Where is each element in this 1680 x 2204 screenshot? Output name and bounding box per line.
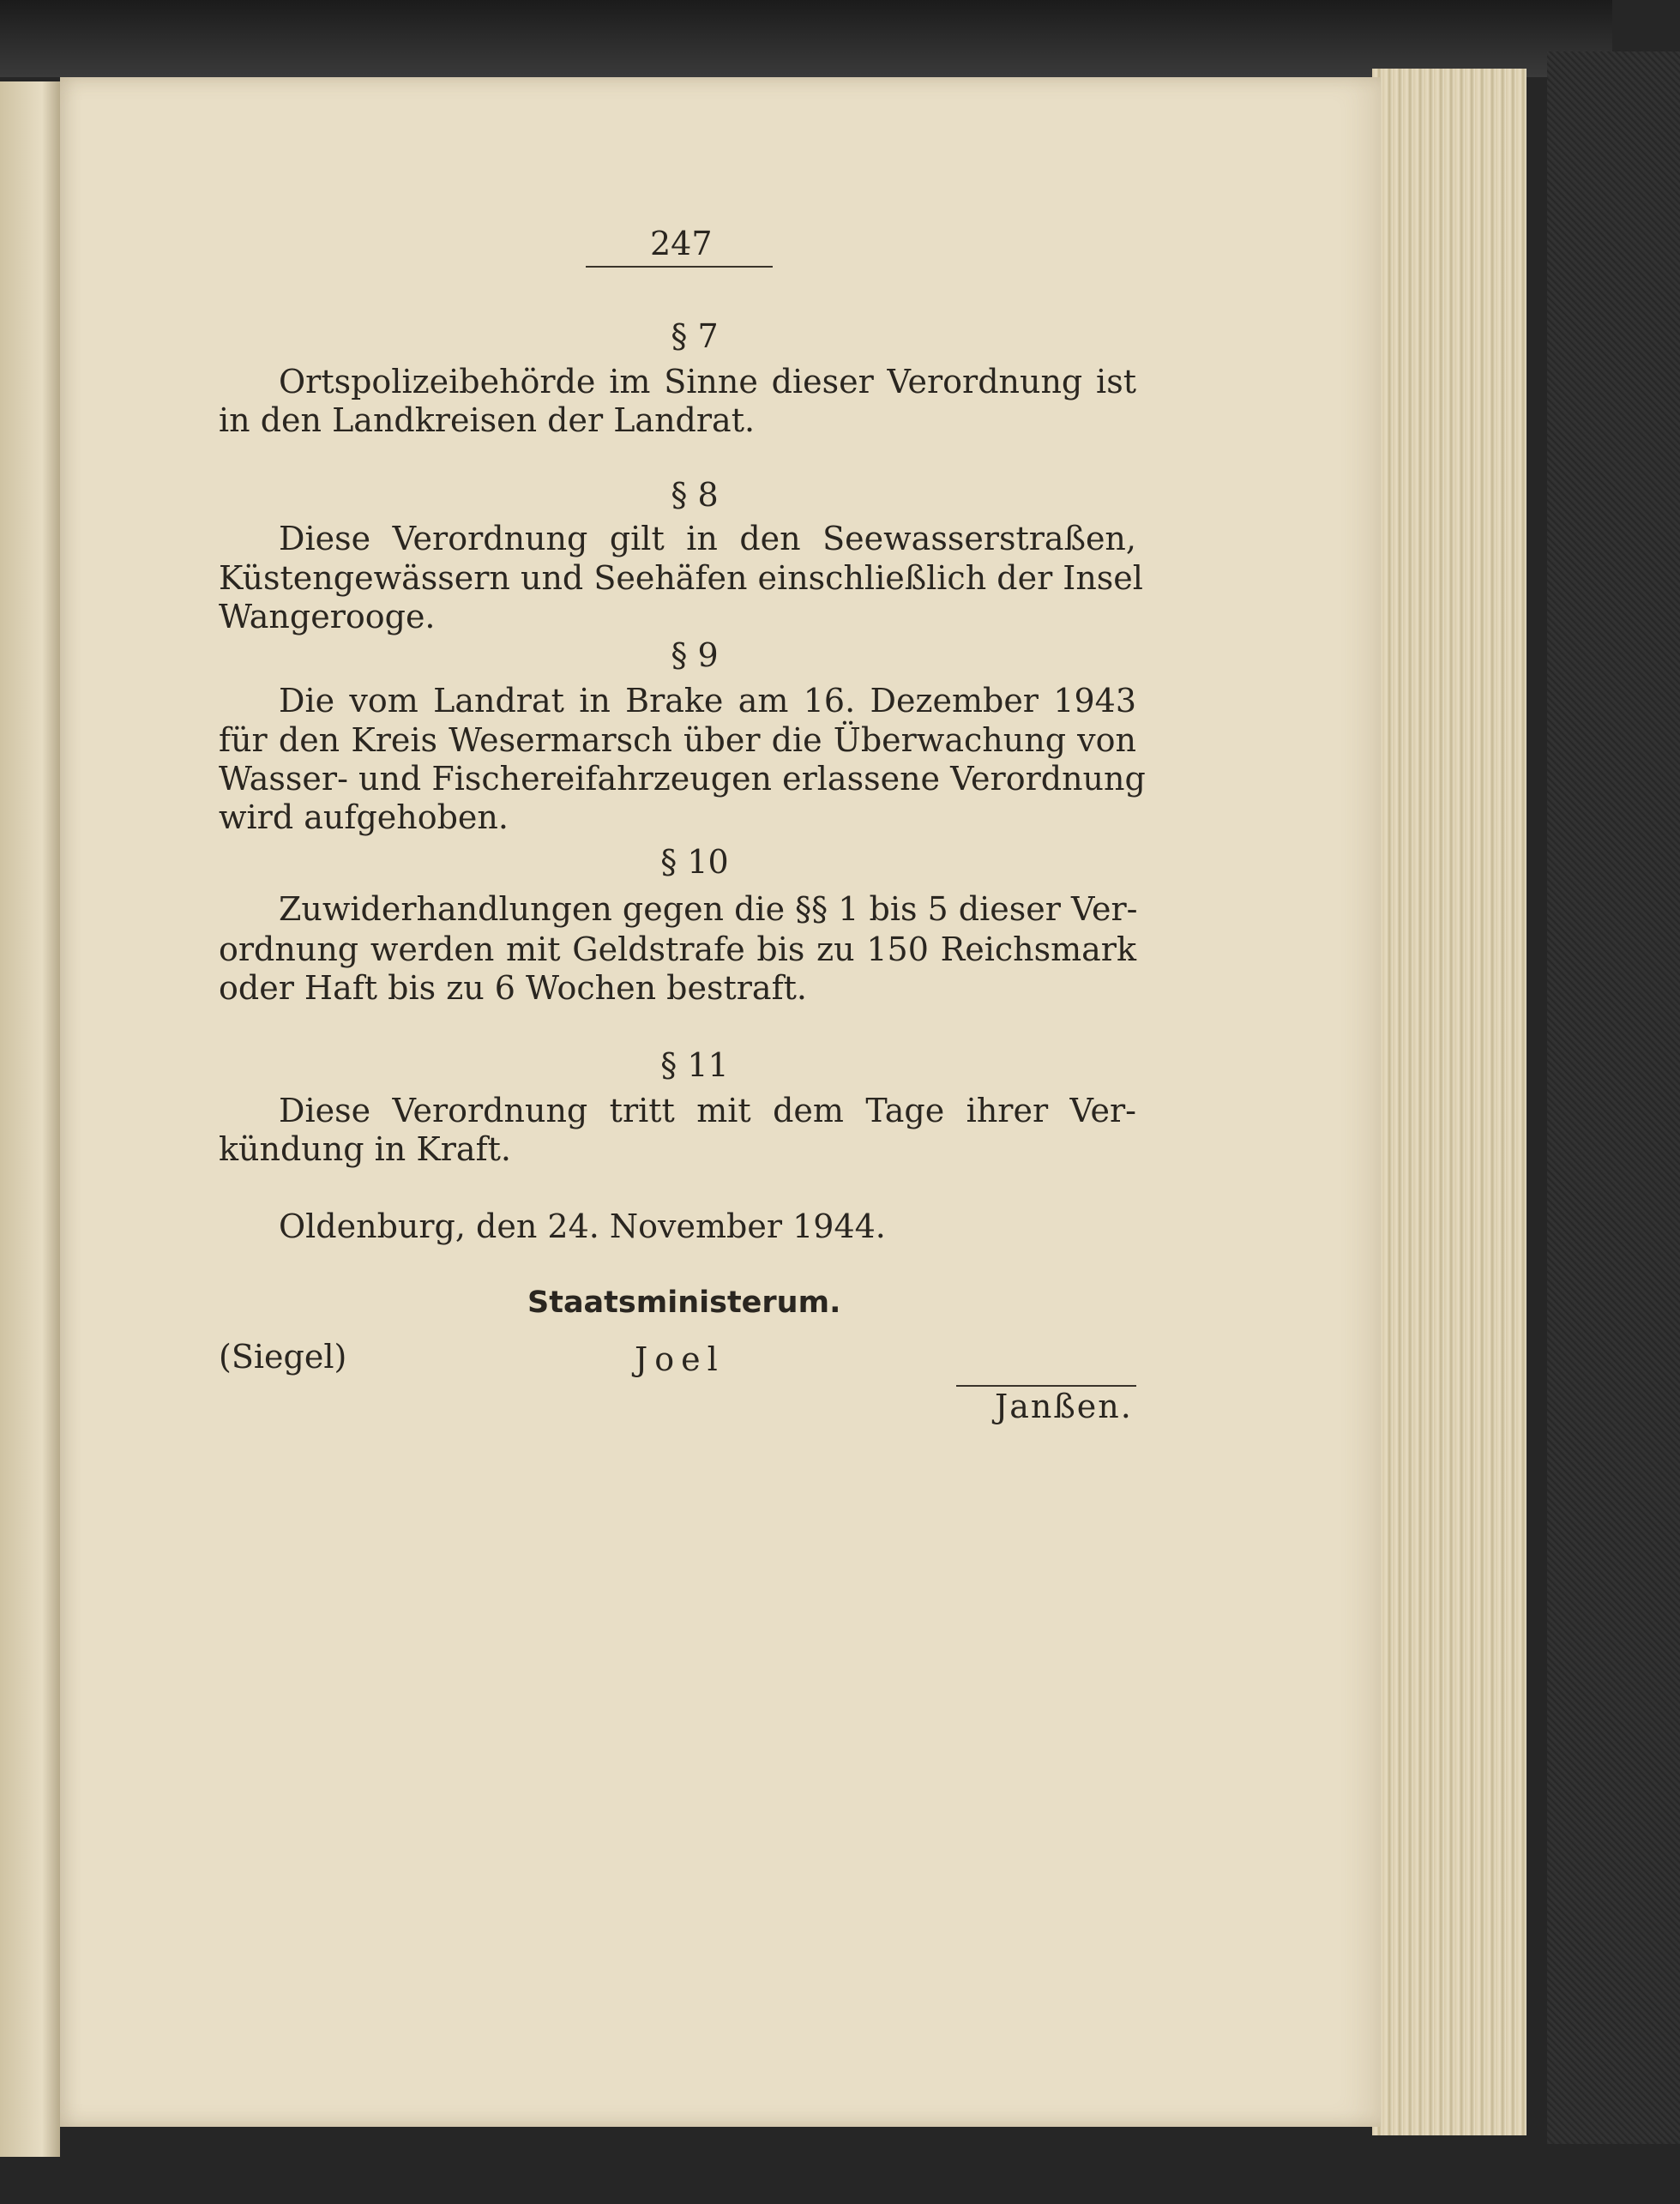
section-8-heading: § 8 xyxy=(671,476,719,514)
section-10-line: oder Haft bis zu 6 Wochen bestraft. xyxy=(219,969,808,1007)
section-9-line: Die vom Landrat in Brake am 16. Dezember 1943 xyxy=(279,682,1136,720)
page-block-edges xyxy=(1372,69,1526,2135)
page-number: 247 xyxy=(650,225,713,262)
seal-note: (Siegel) xyxy=(219,1338,347,1376)
book-cover-top xyxy=(0,0,1612,77)
section-11-heading: § 11 xyxy=(660,1046,729,1084)
section-7-line: Ortspolizeibehörde im Sinne dieser Verordnung ist xyxy=(279,363,1136,400)
section-9-line: wird aufgehoben. xyxy=(219,798,509,836)
section-11-line: Diese Verordnung tritt mit dem Tage ihrer Ver- xyxy=(279,1092,1136,1129)
section-7-line: in den Landkreisen der Landrat. xyxy=(219,401,756,439)
section-10-line: Zuwiderhandlungen gegen die §§ 1 bis 5 dieser Ver- xyxy=(279,890,1138,928)
section-8-line: Diese Verordnung gilt in den Seewasserstraßen, xyxy=(279,520,1136,557)
signature-rule xyxy=(956,1385,1136,1387)
section-8-line: Wangerooge. xyxy=(219,598,436,635)
section-9-line: für den Kreis Wesermarsch über die Überwachung von xyxy=(219,721,1136,759)
section-11-line: kündung in Kraft. xyxy=(219,1130,511,1168)
section-10-line: ordnung werden mit Geldstrafe bis zu 150 Reichsmark xyxy=(219,930,1136,968)
section-9-heading: § 9 xyxy=(671,636,719,674)
facing-page-edge xyxy=(0,81,60,2157)
authority-title: Staatsministerum. xyxy=(527,1286,841,1320)
section-7-heading: § 7 xyxy=(671,317,719,355)
section-10-heading: § 10 xyxy=(660,843,729,881)
book-cover-right xyxy=(1547,51,1680,2144)
section-9-line: Wasser- und Fischereifahrzeugen erlassene Verordnung xyxy=(219,760,1146,798)
section-8-line: Küstengewässern und Seehäfen einschließlich der Insel xyxy=(219,559,1143,597)
signatory-janssen: Janßen. xyxy=(995,1388,1133,1425)
signatory-joel: Joel xyxy=(635,1340,725,1378)
page-number-rule xyxy=(586,266,773,268)
date-line: Oldenburg, den 24. November 1944. xyxy=(279,1207,886,1245)
